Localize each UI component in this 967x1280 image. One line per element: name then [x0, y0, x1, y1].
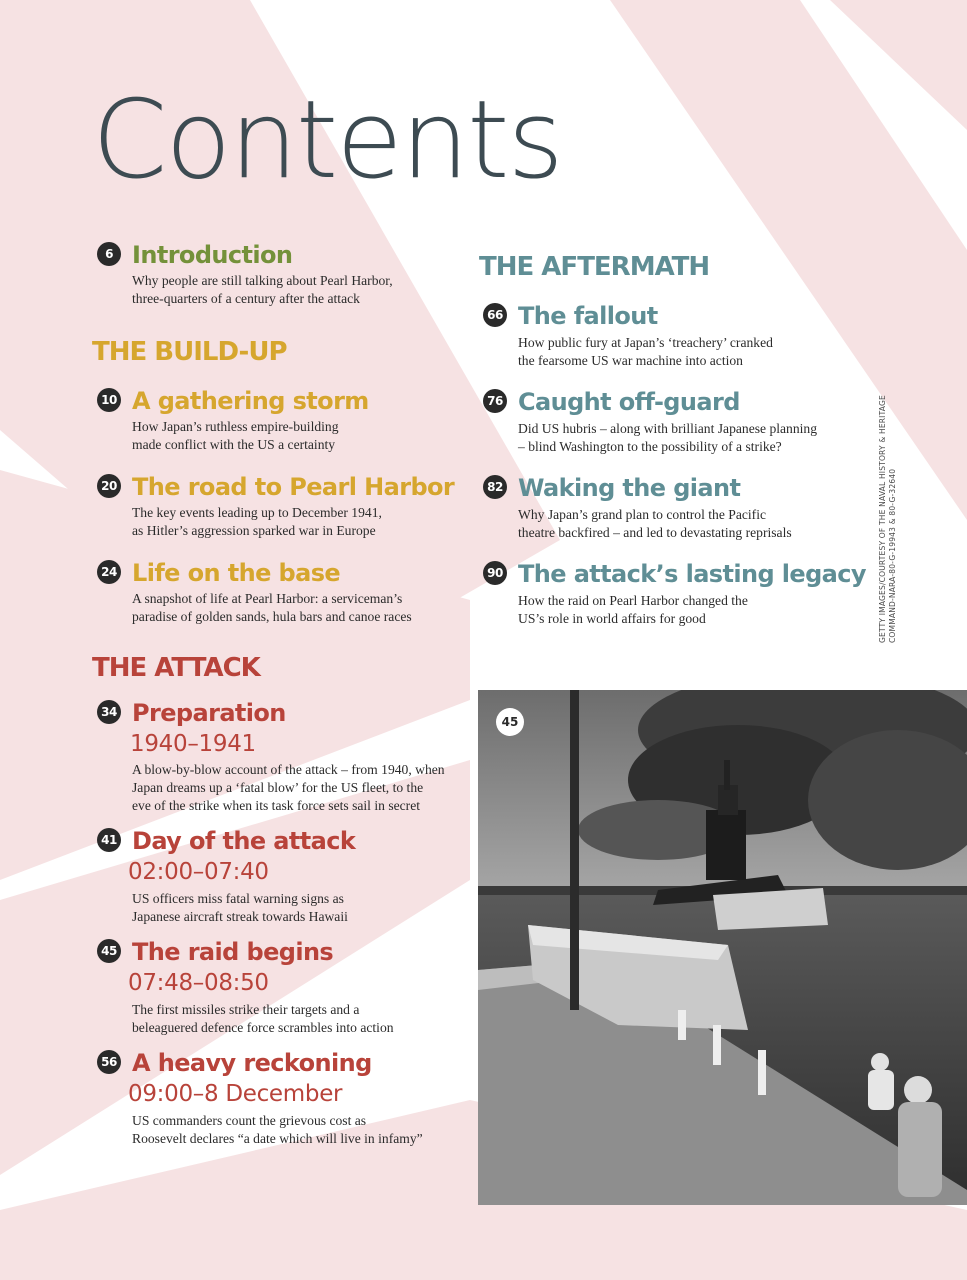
entry-description-line: How public fury at Japan’s ‘treachery’ cranked [518, 335, 773, 350]
photo-credit-line: COMMAND-NARA-80-G-19943 & 80-G-32640 [888, 468, 897, 643]
entry-description-line: paradise of golden sands, hula bars and canoe races [132, 609, 412, 624]
page-number-badge: 34 [97, 700, 121, 724]
toc-entry[interactable] [97, 937, 467, 1037]
page-number-badge: 45 [97, 939, 121, 963]
entry-description-line: A snapshot of life at Pearl Harbor: a serviceman’s [132, 591, 403, 606]
page-number-badge: 90 [483, 561, 507, 585]
entry-description-line: the fearsome US war machine into action [518, 353, 743, 368]
entry-dates: 07:48–08:50 [128, 970, 269, 996]
entry-description-line: made conflict with the US a certainty [132, 437, 336, 452]
toc-entry[interactable] [97, 698, 467, 818]
entry-description-line: – blind Washington to the possibility of a strike? [518, 439, 782, 454]
page-number-badge: 6 [97, 242, 121, 266]
section-heading-attack: THE ATTACK [92, 653, 260, 683]
toc-entry-introduction[interactable] [97, 240, 457, 310]
toc-entry[interactable] [97, 826, 467, 926]
entry-description-line: Roosevelt declares “a date which will live in infamy” [132, 1131, 423, 1146]
page-number-badge: 76 [483, 389, 507, 413]
entry-title: Preparation [132, 699, 286, 727]
toc-entry[interactable] [97, 558, 457, 628]
page-title: Contents [92, 78, 562, 203]
entry-description-line: How Japan’s ruthless empire-building [132, 419, 339, 434]
photo-illustration [478, 690, 967, 1205]
page-number-badge: 10 [97, 388, 121, 412]
entry-description-line: as Hitler’s aggression sparked war in Europe [132, 523, 376, 538]
entry-description-line: US officers miss fatal warning signs as [132, 891, 344, 906]
entry-description-line: A blow-by-blow account of the attack – from 1940, when [132, 762, 445, 777]
entry-description-line: Japan dreams up a ‘fatal blow’ for the US fleet, to the [132, 780, 424, 795]
toc-entry[interactable] [483, 301, 863, 371]
entry-title: A gathering storm [132, 387, 369, 415]
toc-entry[interactable] [483, 473, 863, 543]
pearl-harbor-photo [478, 690, 967, 1205]
entry-description-line: How the raid on Pearl Harbor changed the [518, 593, 748, 608]
toc-entry[interactable] [97, 1048, 467, 1148]
entry-description-line: theatre backfired – and led to devastating reprisals [518, 525, 792, 540]
entry-description-line: Japanese aircraft streak towards Hawaii [132, 909, 348, 924]
page-number-badge: 82 [483, 475, 507, 499]
entry-title: The attack’s lasting legacy [518, 560, 866, 588]
entry-dates: 09:00–8 December [128, 1081, 343, 1107]
entry-description-line: three-quarters of a century after the attack [132, 291, 360, 306]
entry-description-line: The first missiles strike their targets and a [132, 1002, 360, 1017]
entry-dates: 02:00–07:40 [128, 859, 269, 885]
entry-description-line: Why Japan’s grand plan to control the Pacific [518, 507, 767, 522]
section-heading-aftermath: THE AFTERMATH [479, 252, 710, 282]
photo-credit-line: GETTY IMAGES/COURTESY OF THE NAVAL HISTORY & HERITAGE [878, 395, 887, 643]
entry-title: The road to Pearl Harbor [132, 473, 455, 501]
entry-description-line: The key events leading up to December 1941, [132, 505, 382, 520]
entry-description-line: US’s role in world affairs for good [518, 611, 706, 626]
toc-entry[interactable] [97, 472, 457, 542]
entry-title: The fallout [518, 302, 658, 330]
entry-description-line: Why people are still talking about Pearl Harbor, [132, 273, 393, 288]
page-number-badge: 20 [97, 474, 121, 498]
photo-page-badge: 45 [496, 708, 524, 736]
page-number-badge: 24 [97, 560, 121, 584]
entry-title: Caught off-guard [518, 388, 740, 416]
toc-entry[interactable] [97, 386, 457, 456]
entry-description-line: eve of the strike when its task force sets sail in secret [132, 798, 421, 813]
entry-title: Life on the base [132, 559, 341, 587]
entry-description-line: beleaguered defence force scrambles into action [132, 1020, 394, 1035]
photo-credit [878, 395, 898, 643]
entry-dates: 1940–1941 [130, 731, 256, 757]
entry-title: Introduction [132, 241, 293, 269]
entry-title: A heavy reckoning [132, 1049, 372, 1077]
entry-title: The raid begins [132, 938, 334, 966]
entry-title: Day of the attack [132, 827, 356, 855]
toc-entry[interactable] [483, 559, 866, 629]
page-number-badge: 56 [97, 1050, 121, 1074]
page-number-badge: 66 [483, 303, 507, 327]
entry-description-line: Did US hubris – along with brilliant Japanese planning [518, 421, 818, 436]
toc-entry[interactable] [483, 387, 863, 457]
entry-description-line: US commanders count the grievous cost as [132, 1113, 367, 1128]
entry-title: Waking the giant [518, 474, 741, 502]
section-heading-build-up: THE BUILD-UP [92, 337, 287, 367]
page-number-badge: 41 [97, 828, 121, 852]
